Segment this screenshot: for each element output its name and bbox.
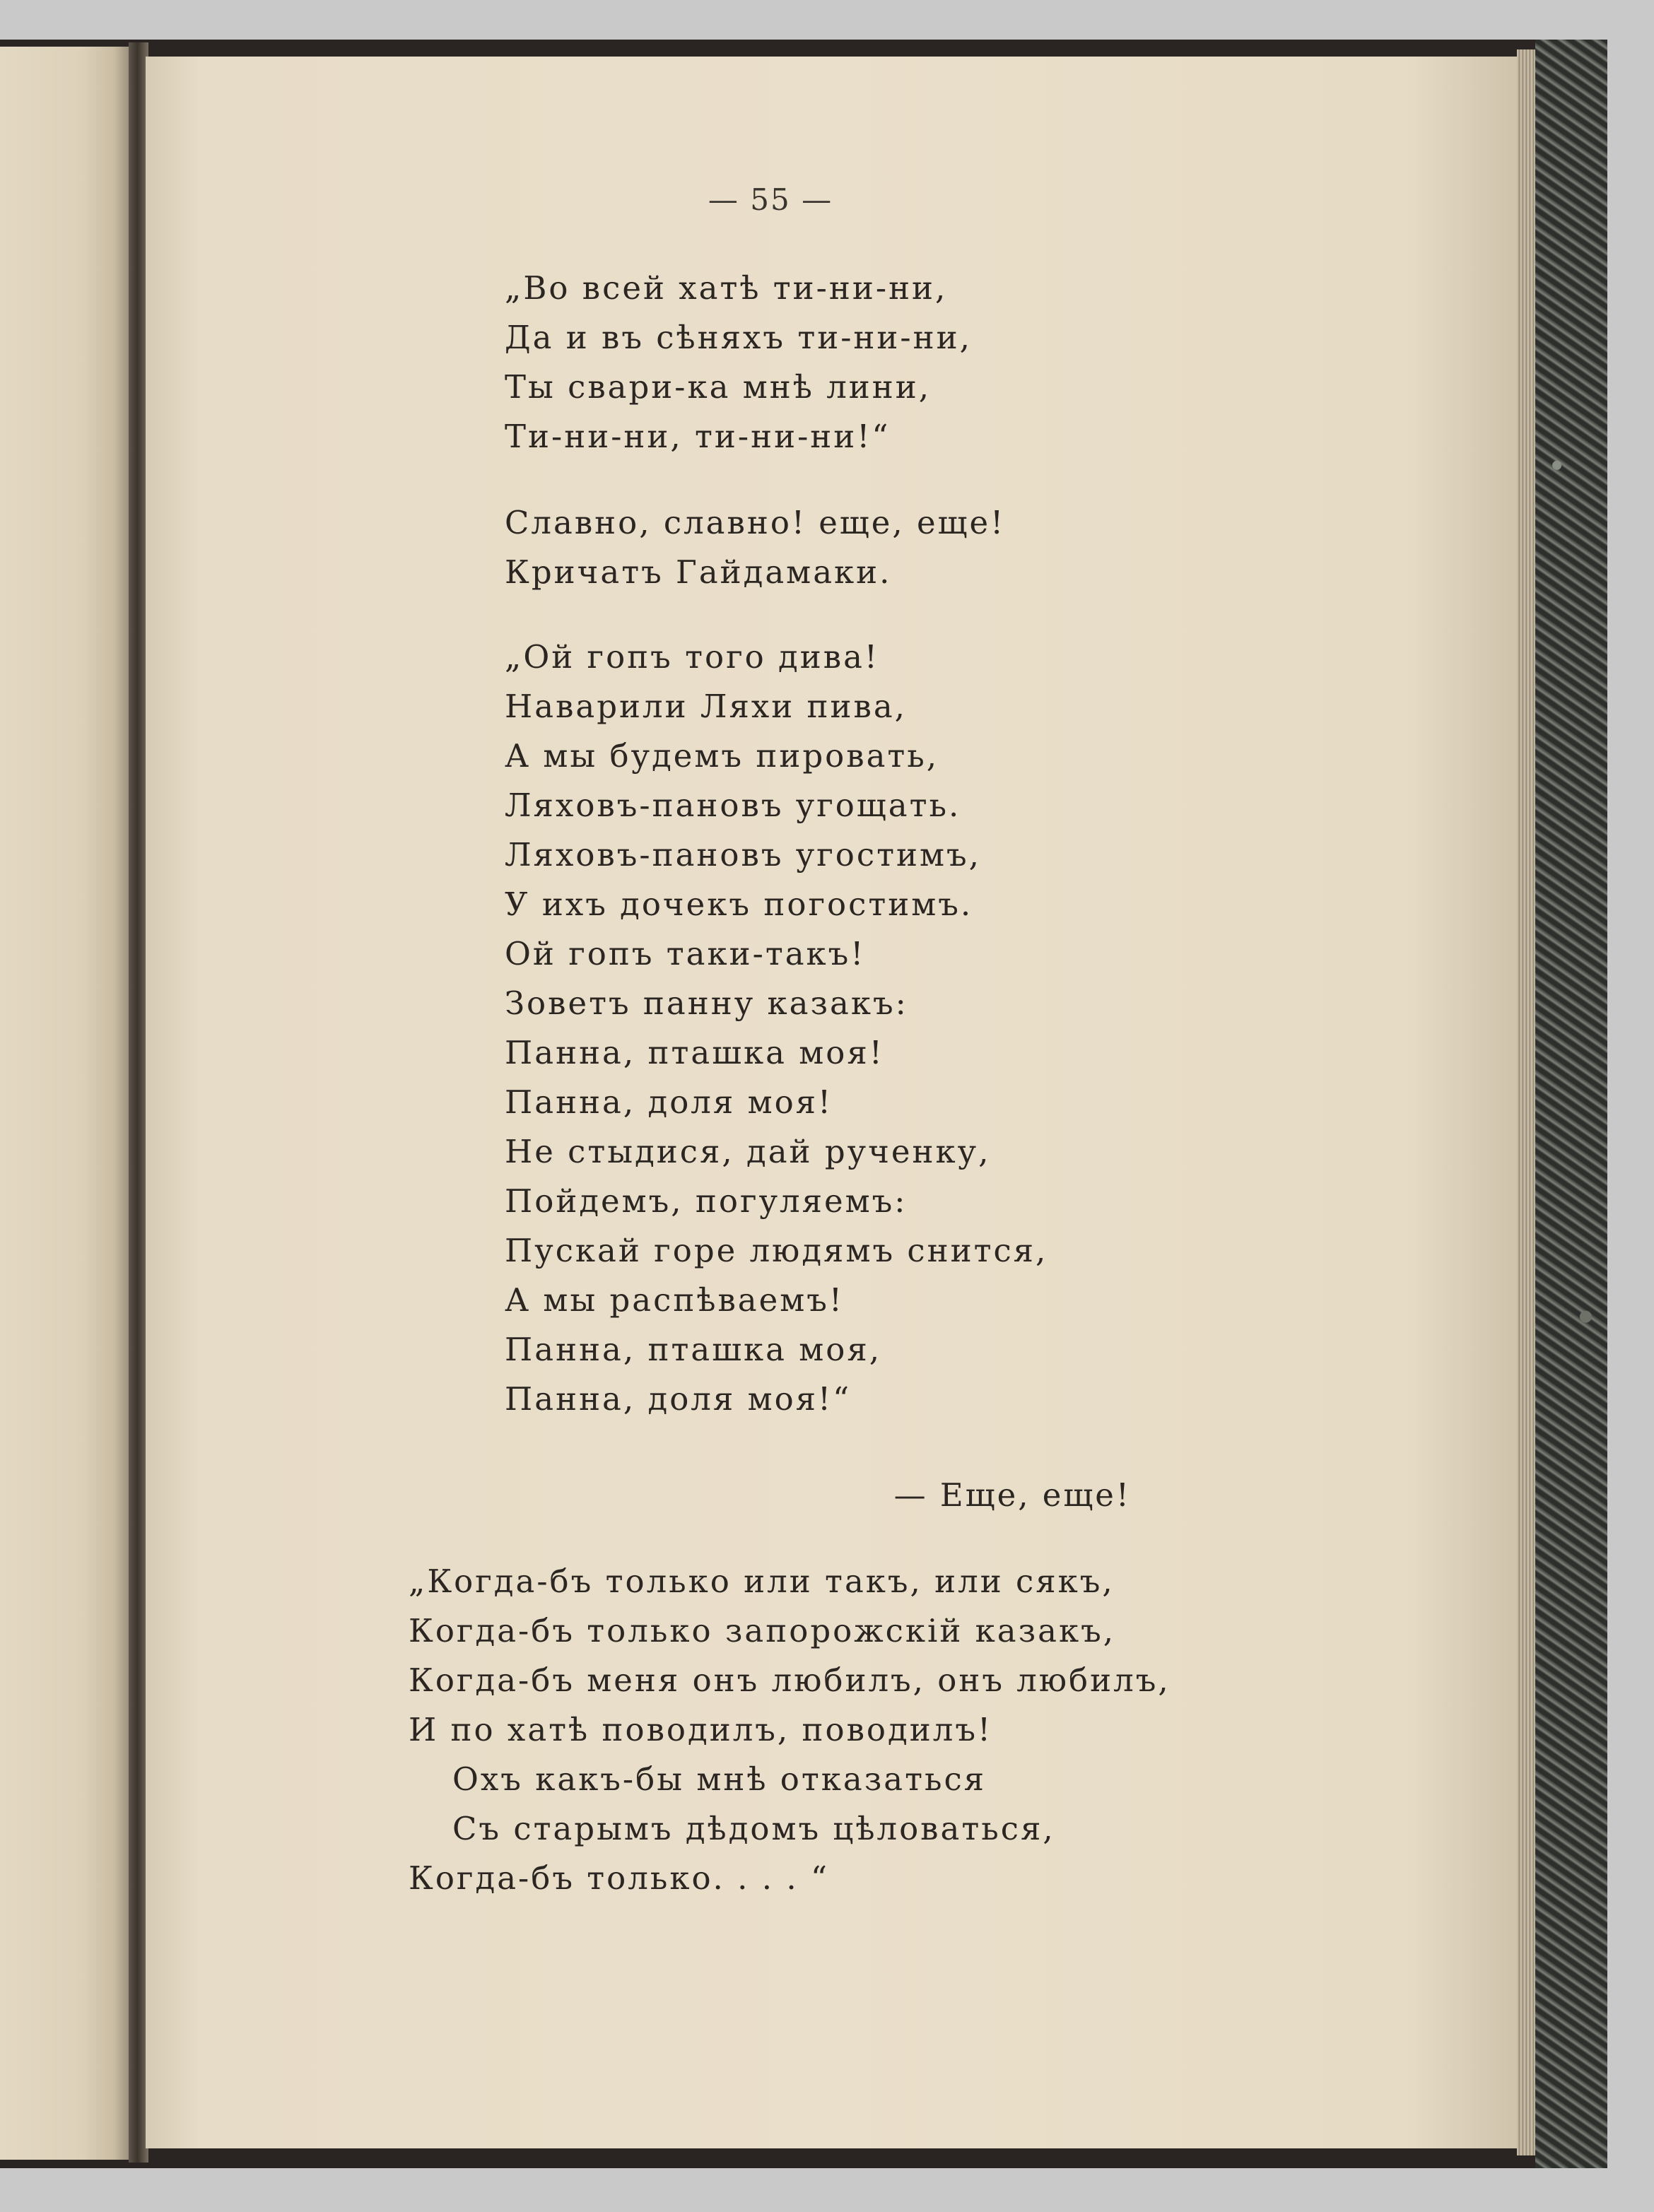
verse-line: „Когда-бъ только или такъ, или сякъ, [409,1563,1115,1600]
verse-line: Ти-ни-ни, ти-ни-ни!“ [505,418,891,455]
verse-line: Панна, доля моя!“ [505,1380,852,1418]
verse-line: Пойдемъ, погуляемъ: [505,1182,908,1220]
verse-line: Да и въ сѣняхъ ти-ни-ни, [505,319,972,356]
verse-line: „Во всей хатѣ ти-ни-ни, [505,269,948,307]
verse-line: Когда-бъ меня онъ любилъ, онъ любилъ, [409,1661,1171,1699]
verse-line: „Ой гопъ того дива! [505,638,880,676]
verse-line: Панна, пташка моя! [505,1034,884,1071]
reply-line: — Еще, еще! [893,1476,1131,1514]
verse-line: Ляховъ-пановъ угощать. [505,787,961,824]
verse-line: Панна, пташка моя, [505,1331,882,1368]
verse-line: У ихъ дочекъ погостимъ. [505,886,973,923]
verse-line: Кричатъ Гайдамаки. [505,553,892,591]
verse-line: Ой гопъ таки-такъ! [505,935,866,972]
verse-line: Когда-бъ только. . . . “ [409,1859,829,1897]
verse-line: А мы будемъ пировать, [505,737,939,775]
verse-line: Наварили Ляхи пива, [505,688,907,725]
verse-line: Панна, доля моя! [505,1083,833,1121]
verse-line: Когда-бъ только запорожскій казакъ, [409,1612,1116,1649]
verse-line: Съ старымъ дѣдомъ цѣловаться, [452,1810,1055,1847]
verse-line: Охъ какъ-бы мнѣ отказаться [452,1760,987,1798]
verse-line: Славно, славно! еще, еще! [505,504,1006,541]
verse-line: Не стыдися, дай рученку, [505,1133,991,1170]
verse-line: Зоветъ панну казакъ: [505,984,908,1022]
verse-line: Пускай горе людямъ снится, [505,1232,1048,1269]
verse-line: А мы распѣваемъ! [505,1281,844,1319]
verse-line: Ляховъ-пановъ угостимъ, [505,836,981,873]
verse-line: И по хатѣ поводилъ, поводилъ! [409,1711,993,1748]
verse-line: Ты свари-ка мнѣ лини, [505,368,932,406]
page-number: — 55 — [708,182,833,217]
